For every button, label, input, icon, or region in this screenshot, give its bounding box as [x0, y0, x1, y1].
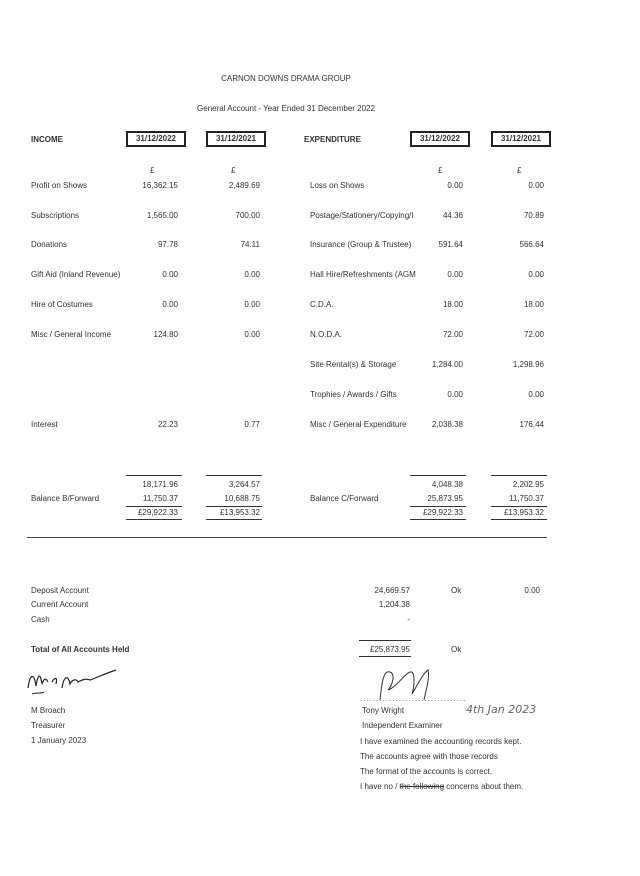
total-accounts-ok: Ok	[451, 645, 462, 654]
expenditure-label: N.O.D.A.	[310, 330, 343, 339]
expenditure-total-2021: £13,953.32	[503, 508, 544, 517]
expenditure-total-rule-2021	[491, 506, 547, 507]
income-subtotal-2022: 18,171.96	[142, 480, 178, 489]
expenditure-value-2021: 18.00	[523, 300, 544, 309]
accounts-total-underline	[359, 656, 411, 657]
income-value-2022: 16,362.15	[142, 181, 178, 190]
document-title: CARNON DOWNS DRAMA GROUP	[221, 74, 351, 83]
expenditure-heading: EXPENDITURE	[304, 135, 361, 144]
expenditure-total-2022: £29,922.33	[422, 508, 463, 517]
treasurer-date: 1 January 2023	[31, 736, 87, 745]
income-label: Donations	[31, 240, 68, 249]
deposit-account-ok: Ok	[451, 586, 462, 595]
treasurer-role: Treasurer	[31, 721, 66, 730]
income-subtotal-rule-2022	[126, 475, 182, 476]
income-value-2021: 0.00	[244, 270, 260, 279]
income-value-2022: 1,565.00	[146, 211, 178, 220]
expenditure-label: Loss on Shows	[310, 181, 365, 190]
treasurer-signature	[24, 664, 124, 704]
deposit-account-value: 24,669.57	[374, 586, 410, 595]
income-value-2021: 0.00	[244, 300, 260, 309]
expenditure-value-2022: 2,038.38	[431, 420, 463, 429]
income-total-2021: £13,953.32	[219, 508, 260, 517]
income-label: Subscriptions	[31, 211, 80, 220]
deposit-account-label: Deposit Account	[31, 586, 89, 595]
expenditure-subtotal-rule-2021	[491, 475, 547, 476]
examiner-statement-2: The accounts agree with those records	[360, 752, 498, 761]
income-value-2022: 97.78	[157, 240, 178, 249]
current-account-value: 1,204.38	[378, 600, 410, 609]
expenditure-value-2021: 566.64	[519, 240, 544, 249]
document-subtitle: General Account - Year Ended 31 December 2022	[197, 104, 375, 113]
income-col-2021: 31/12/2021	[206, 131, 266, 147]
examiner-statement-1: I have examined the accounting records kept.	[360, 737, 522, 746]
income-label: Misc / General Income	[31, 330, 112, 339]
expenditure-value-2021: 0.00	[528, 390, 544, 399]
expenditure-currency-2021: £	[517, 166, 522, 175]
income-label: Profit on Shows	[31, 181, 88, 190]
expenditure-label: Hall Hire/Refreshments (AGM	[310, 270, 416, 279]
expenditure-value-2021: 72.00	[523, 330, 544, 339]
examiner-statement-4-struck: the following	[399, 782, 445, 791]
expenditure-value-2022: 0.00	[447, 270, 463, 279]
income-value-2021: 700.00	[235, 211, 260, 220]
expenditure-currency-2022: £	[438, 166, 443, 175]
balance-bforward-label: Balance B/Forward	[31, 494, 100, 503]
expenditure-value-2022: 1,284.00	[431, 360, 463, 369]
total-accounts-value: £25,873.95	[369, 645, 410, 654]
cash-value: -	[407, 615, 410, 624]
income-currency-2021: £	[231, 166, 236, 175]
deposit-account-other: 0.00	[524, 586, 540, 595]
balance-cforward-2022: 25,873.95	[427, 494, 463, 503]
section-divider	[27, 537, 547, 538]
balance-bforward-2022: 11,750.37	[143, 494, 178, 503]
examiner-date: 4th Jan 2023	[466, 703, 537, 716]
income-label: Hire of Costumes	[31, 300, 93, 309]
expenditure-value-2021: 0.00	[528, 181, 544, 190]
income-col-2022: 31/12/2022	[126, 131, 186, 147]
income-value-2022: 22.23	[157, 420, 178, 429]
expenditure-value-2022: 0.00	[447, 181, 463, 190]
income-value-2021: 74.11	[240, 240, 260, 249]
expenditure-value-2021: 0.00	[528, 270, 544, 279]
expenditure-label: Site Rental(s) & Storage	[310, 360, 397, 369]
income-subtotal-rule-2021	[206, 475, 262, 476]
expenditure-value-2022: 591.64	[438, 240, 463, 249]
examiner-statement-4c: concerns about them.	[444, 782, 524, 791]
expenditure-total-rule-2022	[410, 506, 466, 507]
income-total-underline-2022	[126, 519, 182, 520]
expenditure-label: Insurance (Group & Trustee)	[310, 240, 412, 249]
treasurer-name: M Broach	[31, 706, 66, 715]
signature-dotted-line: .................................	[360, 694, 467, 703]
expenditure-subtotal-rule-2022	[410, 475, 466, 476]
expenditure-value-2021: 1,298.96	[512, 360, 544, 369]
examiner-name: Tony Wright	[362, 706, 405, 715]
income-label: Gift Aid (Inland Revenue)	[31, 270, 121, 279]
expenditure-value-2021: 70.89	[523, 211, 544, 220]
income-value-2022: 124.80	[153, 330, 178, 339]
expenditure-value-2021: 176.44	[519, 420, 544, 429]
balance-bforward-2021: 10,688.75	[224, 494, 260, 503]
income-currency-2022: £	[150, 166, 155, 175]
income-value-2021: 0.77	[244, 420, 260, 429]
income-subtotal-2021: 3,264.57	[228, 480, 260, 489]
examiner-statement-4a: I have no /	[360, 782, 400, 791]
income-value-2021: 0.00	[244, 330, 260, 339]
examiner-statement-3: The format of the accounts is correct.	[360, 767, 493, 776]
expenditure-col-2022: 31/12/2022	[410, 131, 470, 147]
income-total-underline-2021	[206, 519, 262, 520]
expenditure-label: Misc / General Expenditure	[310, 420, 407, 429]
expenditure-value-2022: 72.00	[442, 330, 463, 339]
income-total-rule-2022	[126, 506, 182, 507]
balance-cforward-label: Balance C/Forward	[310, 494, 379, 503]
current-account-label: Current Account	[31, 600, 89, 609]
expenditure-label: C.D.A.	[310, 300, 334, 309]
income-label: Interest	[31, 420, 58, 429]
expenditure-value-2022: 44.36	[442, 211, 463, 220]
expenditure-total-underline-2021	[491, 519, 547, 520]
income-value-2022: 0.00	[162, 270, 178, 279]
accounts-total-rule	[359, 640, 411, 641]
expenditure-label: Trophies / Awards / Gifts	[310, 390, 397, 399]
balance-cforward-2021: 11,750.37	[509, 494, 544, 503]
examiner-statement-4	[360, 782, 523, 791]
income-total-2022: £29,922.33	[137, 508, 178, 517]
expenditure-total-underline-2022	[410, 519, 466, 520]
expenditure-value-2022: 18.00	[442, 300, 463, 309]
income-total-rule-2021	[206, 506, 262, 507]
income-value-2022: 0.00	[162, 300, 178, 309]
income-heading: INCOME	[31, 135, 63, 144]
expenditure-subtotal-2022: 4,048.38	[431, 480, 463, 489]
examiner-role: Independent Examiner	[362, 721, 443, 730]
expenditure-col-2021: 31/12/2021	[491, 131, 551, 147]
expenditure-label: Postage/Stationery/Copying/I	[310, 211, 414, 220]
expenditure-subtotal-2021: 2,202.95	[512, 480, 544, 489]
cash-label: Cash	[31, 615, 50, 624]
expenditure-value-2022: 0.00	[447, 390, 463, 399]
income-value-2021: 2,489.69	[228, 181, 260, 190]
total-accounts-label: Total of All Accounts Held	[31, 645, 130, 654]
